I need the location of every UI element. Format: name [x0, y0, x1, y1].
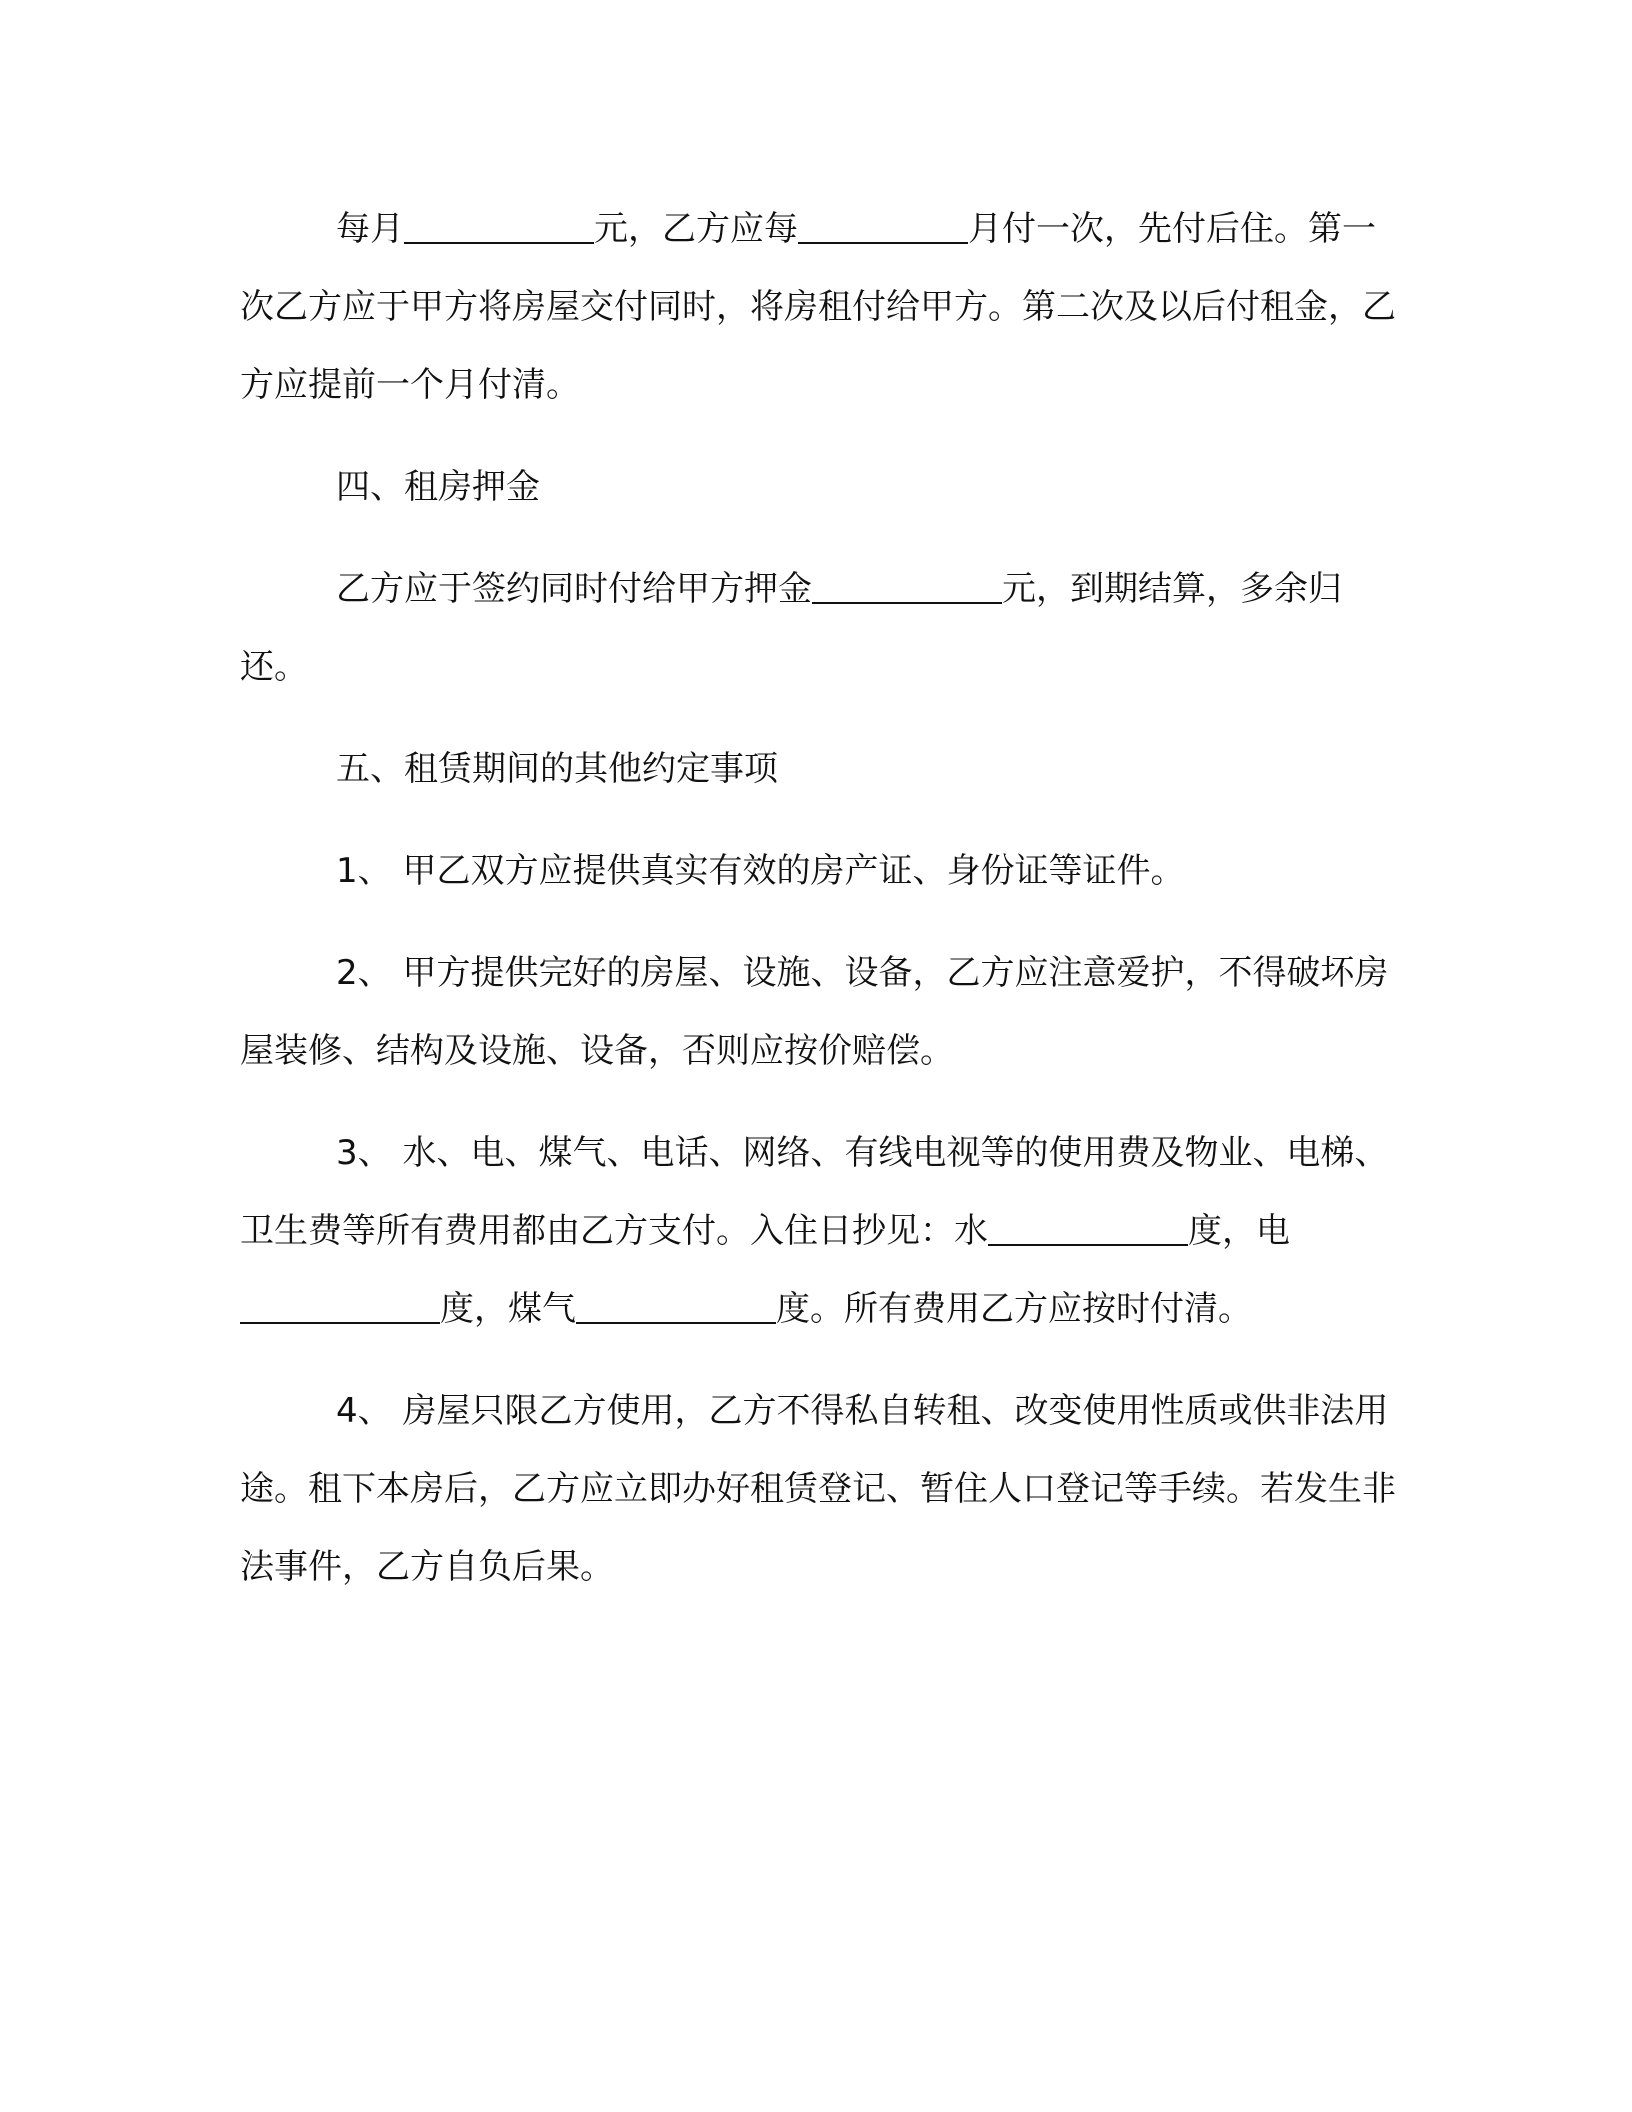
- item-1: 1、 甲乙双方应提供真实有效的房产证、身份证等证件。: [336, 851, 1185, 891]
- rent-text-1: 每月: [336, 209, 404, 249]
- electric-reading-blank: [240, 1288, 440, 1324]
- document-body: [240, 190, 1400, 1630]
- section-5-heading: 五、租赁期间的其他约定事项: [336, 749, 778, 789]
- water-reading-blank: [988, 1210, 1188, 1246]
- item-2: 2、 甲方提供完好的房屋、设施、设备，乙方应注意爱护，不得破坏房屋装修、结构及设施、设备，否则应按价赔偿。: [240, 953, 1389, 1071]
- section-4-heading: 四、租房押金: [336, 467, 540, 507]
- monthly-rent-blank: [404, 208, 594, 244]
- rent-text-2: 元，乙方应每: [594, 209, 798, 249]
- gas-reading-blank: [576, 1288, 776, 1324]
- item-3-text-3: 度，煤气: [440, 1289, 576, 1329]
- item-3-text-2: 度，电: [1188, 1211, 1290, 1251]
- deposit-paragraph: [240, 550, 1400, 706]
- rent-paragraph: [240, 190, 1400, 424]
- payment-interval-blank: [798, 208, 968, 244]
- item-4: 4、 房屋只限乙方使用，乙方不得私自转租、改变使用性质或供非法用途。租下本房后，乙方应立即办好租赁登记、暂住人口登记等手续。若发生非法事件，乙方自负后果。: [240, 1391, 1396, 1587]
- deposit-amount-blank: [812, 568, 1002, 604]
- rent-text-3: 月付一次，先付后住。第一次乙方应于甲方将房屋交付同时，将房租付给甲方。第二次及以后付租金，乙方应提前一个月付清。: [240, 209, 1396, 405]
- deposit-text-2: 元，到期结算，多余归还。: [240, 569, 1342, 687]
- item-3: [240, 1114, 1400, 1348]
- item-3-text-1: 3、 水、电、煤气、电话、网络、有线电视等的使用费及物业、电梯、卫生费等所有费用都由乙方支付。入住日抄见：水: [240, 1133, 1389, 1251]
- deposit-text-1: 乙方应于签约同时付给甲方押金: [336, 569, 812, 609]
- item-3-text-4: 度。所有费用乙方应按时付清。: [776, 1289, 1252, 1329]
